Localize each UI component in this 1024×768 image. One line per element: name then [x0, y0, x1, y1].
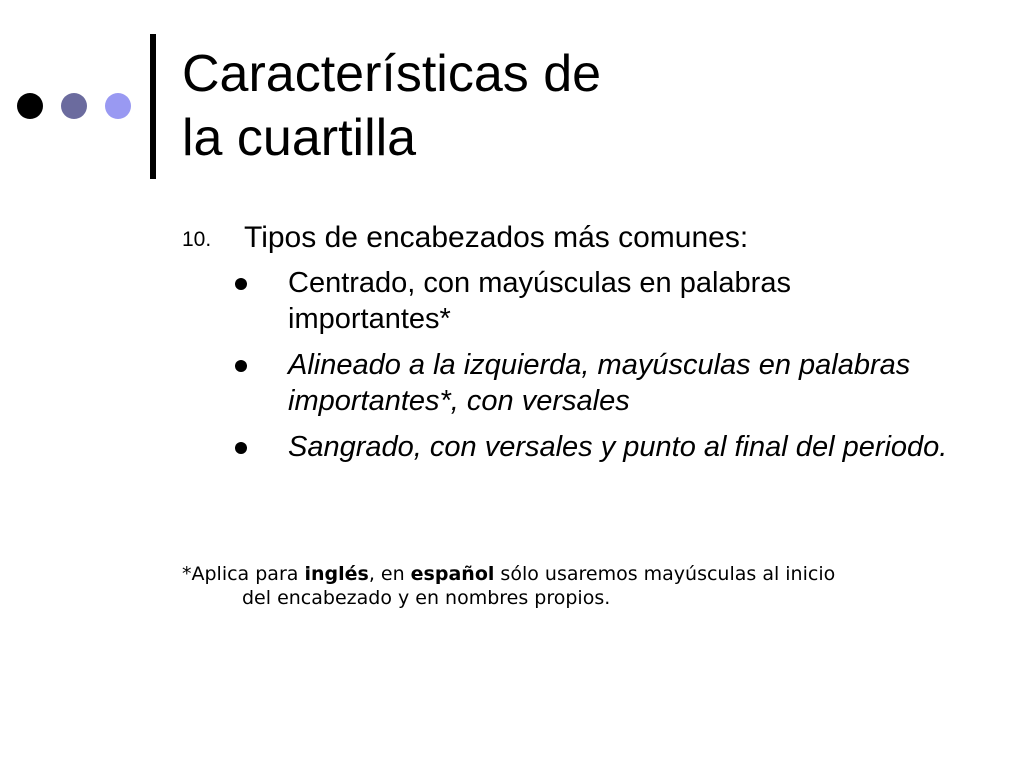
title-line-2: la cuartilla — [182, 109, 417, 167]
footnote-text: *Aplica para — [182, 563, 305, 585]
bullet-text: Sangrado, con versales y punto al final del periodo. — [288, 431, 948, 463]
title-line-1: Características de — [182, 45, 602, 103]
footnote-bold-english: inglés — [304, 563, 369, 585]
footnote-bold-spanish: español — [410, 563, 495, 585]
footnote-text: , en — [368, 563, 411, 585]
bullet-icon — [235, 360, 247, 372]
list-item — [232, 429, 952, 465]
item-heading: Tipos de encabezados más comunes: — [244, 221, 749, 254]
bullet-icon — [235, 278, 247, 290]
footnote — [182, 562, 942, 610]
item-number: 10. — [182, 228, 212, 251]
footnote-text: sólo usaremos mayúsculas al inicio — [494, 563, 836, 585]
footnote-line-2: del encabezado y en nombres propios. — [242, 587, 611, 609]
list-item — [232, 265, 952, 337]
bullet-icon — [235, 442, 247, 454]
bullet-text: Alineado a la izquierda, mayúsculas en palabras importantes*, con versales — [288, 349, 911, 417]
list-item — [232, 347, 952, 419]
bullet-text: Centrado, con mayúsculas en palabras importantes* — [288, 267, 791, 335]
